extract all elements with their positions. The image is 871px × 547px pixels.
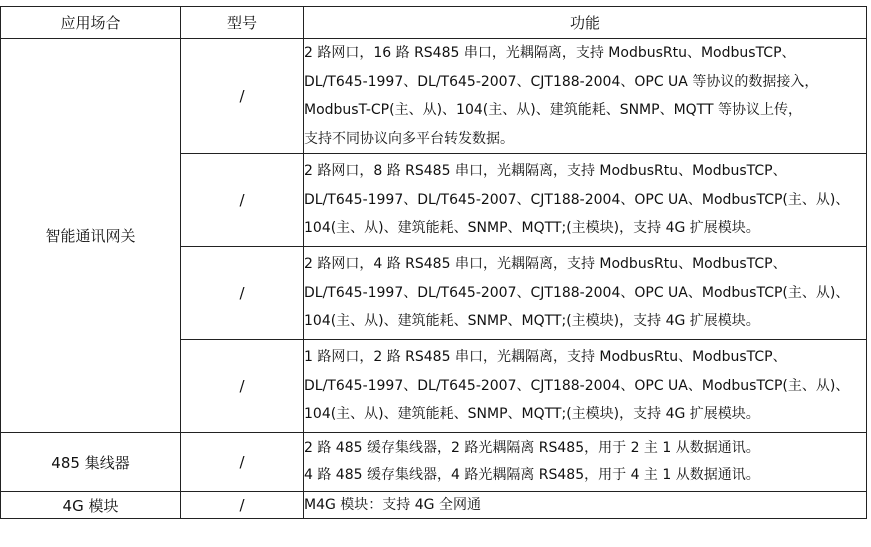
model-cell: / <box>181 39 304 154</box>
function-line: 4 路 485 缓存集线器，4 路光耦隔离 RS485，用于 4 主 1 从数据通讯。 <box>304 467 760 483</box>
function-line: DL/T645-1997、DL/T645-2007、CJT188-2004、OPC UA、ModbusTCP(主、从)、 <box>304 191 850 208</box>
application-cell: 智能通讯网关 <box>1 39 181 433</box>
function-line: 2 路 485 缓存集线器，2 路光耦隔离 RS485，用于 2 主 1 从数据通讯。 <box>304 440 760 456</box>
function-line: 2 路网口，16 路 RS485 串口，光耦隔离，支持 ModbusRtu、ModbusTCP、 <box>304 45 796 61</box>
table-row <box>1 39 867 154</box>
function-line: DL/T645-1997、DL/T645-2007、CJT188-2004、OPC UA 等协议的数据接入， <box>304 73 819 90</box>
function-line: 1 路网口，2 路 RS485 串口，光耦隔离，支持 ModbusRtu、ModbusTCP、 <box>304 349 787 366</box>
function-line: 104(主、从)、建筑能耗、SNMP、MQTT;(主模块)，支持 4G 扩展模块。 <box>304 220 760 237</box>
model-cell: / <box>181 340 304 433</box>
model-cell: / <box>181 154 304 247</box>
function-line: DL/T645-1997、DL/T645-2007、CJT188-2004、OPC UA、ModbusTCP(主、从)、 <box>304 284 850 301</box>
model-cell: / <box>181 247 304 340</box>
application-cell: 485 集线器 <box>1 433 181 492</box>
table-row <box>1 492 867 519</box>
model-cell: / <box>181 492 304 519</box>
model-cell: / <box>181 433 304 492</box>
function-cell <box>304 154 867 247</box>
application-cell: 4G 模块 <box>1 492 181 519</box>
function-cell <box>304 433 867 492</box>
function-line: 104(主、从)、建筑能耗、SNMP、MQTT;(主模块)，支持 4G 扩展模块。 <box>304 406 760 423</box>
table-row <box>1 433 867 492</box>
function-line: 104(主、从)、建筑能耗、SNMP、MQTT;(主模块)，支持 4G 扩展模块。 <box>304 313 760 330</box>
function-cell <box>304 39 867 154</box>
function-cell <box>304 340 867 433</box>
function-line: DL/T645-1997、DL/T645-2007、CJT188-2004、OPC UA、ModbusTCP(主、从)、 <box>304 377 850 394</box>
function-line: 支持不同协议向多平台转发数据。 <box>304 130 514 147</box>
header-model: 型号 <box>181 7 304 39</box>
header-function: 功能 <box>304 7 867 39</box>
function-cell <box>304 247 867 340</box>
function-cell <box>304 492 867 519</box>
header-row <box>1 7 867 39</box>
header-application: 应用场合 <box>1 7 181 39</box>
product-table <box>0 6 867 519</box>
function-line: 2 路网口，8 路 RS485 串口，光耦隔离，支持 ModbusRtu、ModbusTCP、 <box>304 163 787 180</box>
function-line: 2 路网口，4 路 RS485 串口，光耦隔离，支持 ModbusRtu、ModbusTCP、 <box>304 256 787 273</box>
function-line: M4G 模块：支持 4G 全网通 <box>304 497 481 513</box>
function-line: ModbusT-CP(主、从)、104(主、从)、建筑能耗、SNMP、MQTT 等协议上传， <box>304 102 802 118</box>
